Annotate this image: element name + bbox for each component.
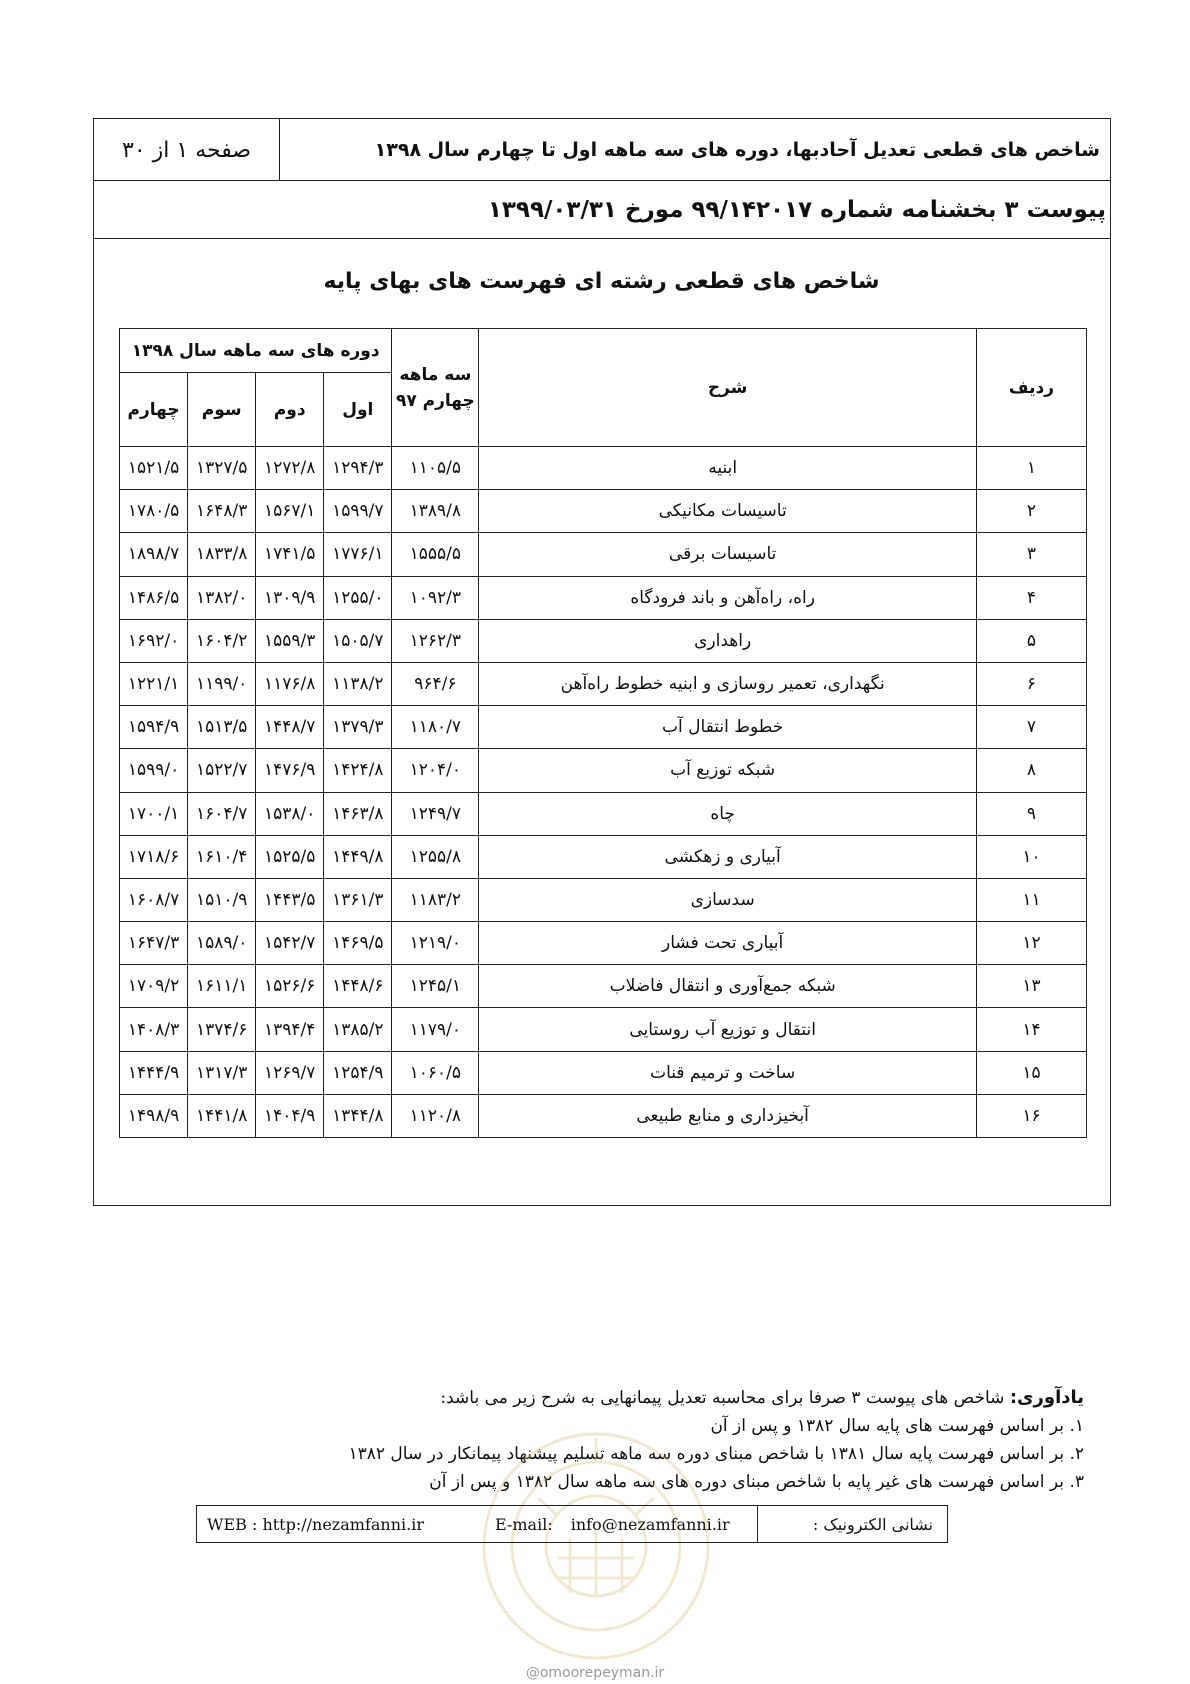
row-description: شبکه جمع‌آوری و انتقال فاضلاب bbox=[479, 965, 977, 1008]
row-base-value: ۱۱۷۹/۰ bbox=[392, 1008, 479, 1051]
row-q4-value: ۱۶۹۲/۰ bbox=[120, 619, 188, 662]
row-q1-value: ۱۴۶۹/۵ bbox=[324, 922, 392, 965]
row-q2-value: ۱۲۶۹/۷ bbox=[256, 1051, 324, 1094]
row-q1-value: ۱۲۵۴/۹ bbox=[324, 1051, 392, 1094]
row-number: ۷ bbox=[976, 706, 1086, 749]
row-description: چاه bbox=[479, 792, 977, 835]
row-base-value: ۱۲۴۵/۱ bbox=[392, 965, 479, 1008]
row-q1-value: ۱۵۰۵/۷ bbox=[324, 619, 392, 662]
row-q2-value: ۱۷۴۱/۵ bbox=[256, 533, 324, 576]
row-q1-value: ۱۴۴۹/۸ bbox=[324, 835, 392, 878]
table-row bbox=[120, 706, 1087, 749]
row-q3-value: ۱۵۱۰/۹ bbox=[188, 878, 256, 921]
row-base-value: ۱۰۹۲/۳ bbox=[392, 576, 479, 619]
row-description: آبخیزداری و منابع طبیعی bbox=[479, 1094, 977, 1137]
row-q2-value: ۱۱۷۶/۸ bbox=[256, 662, 324, 705]
row-number: ۶ bbox=[976, 662, 1086, 705]
header-radif: ردیف bbox=[976, 329, 1086, 447]
row-q3-value: ۱۵۲۲/۷ bbox=[188, 749, 256, 792]
row-base-value: ۱۲۵۵/۸ bbox=[392, 835, 479, 878]
row-q1-value: ۱۴۶۳/۸ bbox=[324, 792, 392, 835]
header-base-quarter bbox=[392, 329, 479, 447]
row-description: شبکه توزیع آب bbox=[479, 749, 977, 792]
seal-icon bbox=[478, 1428, 714, 1664]
header-q2: دوم bbox=[256, 373, 324, 447]
row-q1-value: ۱۳۷۹/۳ bbox=[324, 706, 392, 749]
row-q2-value: ۱۵۳۸/۰ bbox=[256, 792, 324, 835]
row-description: سدسازی bbox=[479, 878, 977, 921]
row-q2-value: ۱۳۹۴/۴ bbox=[256, 1008, 324, 1051]
row-number: ۹ bbox=[976, 792, 1086, 835]
header-sharh: شرح bbox=[479, 329, 977, 447]
row-base-value: ۱۵۵۵/۵ bbox=[392, 533, 479, 576]
table-row bbox=[120, 965, 1087, 1008]
table-row bbox=[120, 1051, 1087, 1094]
row-description: خطوط انتقال آب bbox=[479, 706, 977, 749]
row-q3-value: ۱۶۱۱/۱ bbox=[188, 965, 256, 1008]
annex-reference: پیوست ۳ بخشنامه شماره ۹۹/۱۴۲۰۱۷ مورخ ۱۳۹۹/۰۳/۳۱ bbox=[94, 181, 1110, 239]
table-row bbox=[120, 922, 1087, 965]
row-q4-value: ۱۵۲۱/۵ bbox=[120, 447, 188, 490]
row-q3-value: ۱۳۷۴/۶ bbox=[188, 1008, 256, 1051]
row-number: ۱۵ bbox=[976, 1051, 1086, 1094]
row-q2-value: ۱۵۵۹/۳ bbox=[256, 619, 324, 662]
row-q2-value: ۱۴۴۸/۷ bbox=[256, 706, 324, 749]
section-title: شاخص های قطعی رشته ای فهرست های بهای پایه bbox=[323, 269, 880, 294]
row-base-value: ۹۶۴/۶ bbox=[392, 662, 479, 705]
email-link[interactable]: info@nezamfanni.ir bbox=[570, 1515, 730, 1534]
row-q3-value: ۱۴۴۱/۸ bbox=[188, 1094, 256, 1137]
row-q4-value: ۱۴۸۶/۵ bbox=[120, 576, 188, 619]
row-q3-value: ۱۵۱۳/۵ bbox=[188, 706, 256, 749]
row-q2-value: ۱۵۲۶/۶ bbox=[256, 965, 324, 1008]
row-number: ۸ bbox=[976, 749, 1086, 792]
email-label: E-mail: bbox=[495, 1515, 553, 1534]
notes-intro-text: شاخص های پیوست ۳ صرفا برای محاسبه تعدیل پیمانهایی به شرح زیر می باشد: bbox=[440, 1388, 1010, 1408]
watermark-text: @omoorepeyman.ir bbox=[525, 1665, 665, 1681]
table-row bbox=[120, 447, 1087, 490]
note-item-1: ۱. بر اساس فهرست های پایه سال ۱۳۸۲ و پس از آن bbox=[710, 1416, 1084, 1436]
row-q1-value: ۱۳۸۵/۲ bbox=[324, 1008, 392, 1051]
row-q4-value: ۱۶۴۷/۳ bbox=[120, 922, 188, 965]
row-description: ساخت و ترمیم قنات bbox=[479, 1051, 977, 1094]
row-number: ۱۴ bbox=[976, 1008, 1086, 1051]
table-row bbox=[120, 835, 1087, 878]
row-q4-value: ۱۶۰۸/۷ bbox=[120, 878, 188, 921]
table-row bbox=[120, 576, 1087, 619]
row-base-value: ۱۱۸۰/۷ bbox=[392, 706, 479, 749]
row-q4-value: ۱۷۰۹/۲ bbox=[120, 965, 188, 1008]
row-number: ۱۲ bbox=[976, 922, 1086, 965]
row-q4-value: ۱۴۹۸/۹ bbox=[120, 1094, 188, 1137]
note-item-2: ۲. بر اساس فهرست پایه سال ۱۳۸۱ با شاخص مبنای دوره سه ماهه تسلیم پیشنهاد پیمانکار در سال ۱۳۸۲ bbox=[348, 1444, 1084, 1464]
table-row bbox=[120, 619, 1087, 662]
row-base-value: ۱۱۸۳/۲ bbox=[392, 878, 479, 921]
header-base-line1: سه ماهه bbox=[399, 364, 472, 385]
row-q1-value: ۱۲۵۵/۰ bbox=[324, 576, 392, 619]
row-q1-value: ۱۴۲۴/۸ bbox=[324, 749, 392, 792]
row-q4-value: ۱۴۰۸/۳ bbox=[120, 1008, 188, 1051]
email-line bbox=[477, 1515, 730, 1534]
row-description: تاسیسات برقی bbox=[479, 533, 977, 576]
row-q4-value: ۱۷۱۸/۶ bbox=[120, 835, 188, 878]
row-q3-value: ۱۳۱۷/۳ bbox=[188, 1051, 256, 1094]
table-row bbox=[120, 1008, 1087, 1051]
row-base-value: ۱۱۰۵/۵ bbox=[392, 447, 479, 490]
notes-intro bbox=[184, 1384, 1084, 1412]
row-q2-value: ۱۲۷۲/۸ bbox=[256, 447, 324, 490]
row-description: راه، راه‌آهن و باند فرودگاه bbox=[479, 576, 977, 619]
row-q4-value: ۱۴۴۴/۹ bbox=[120, 1051, 188, 1094]
table-row bbox=[120, 662, 1087, 705]
header-q1: اول bbox=[324, 373, 392, 447]
table-row bbox=[120, 749, 1087, 792]
row-description: ابنیه bbox=[479, 447, 977, 490]
row-base-value: ۱۲۰۴/۰ bbox=[392, 749, 479, 792]
row-q2-value: ۱۴۴۳/۵ bbox=[256, 878, 324, 921]
header-q4: چهارم bbox=[120, 373, 188, 447]
index-table bbox=[119, 328, 1087, 1138]
row-description: انتقال و توزیع آب روستایی bbox=[479, 1008, 977, 1051]
row-q3-value: ۱۶۰۴/۷ bbox=[188, 792, 256, 835]
row-description: نگهداری، تعمیر روسازی و ابنیه خطوط راه‌آهن bbox=[479, 662, 977, 705]
row-q3-value: ۱۶۱۰/۴ bbox=[188, 835, 256, 878]
row-description: تاسیسات مکانیکی bbox=[479, 490, 977, 533]
table-row bbox=[120, 1094, 1087, 1137]
title-row bbox=[94, 119, 1110, 181]
row-q2-value: ۱۵۶۷/۱ bbox=[256, 490, 324, 533]
row-q3-value: ۱۶۰۴/۲ bbox=[188, 619, 256, 662]
row-base-value: ۱۲۱۹/۰ bbox=[392, 922, 479, 965]
row-q3-value: ۱۸۳۳/۸ bbox=[188, 533, 256, 576]
row-q4-value: ۱۵۹۴/۹ bbox=[120, 706, 188, 749]
row-number: ۱ bbox=[976, 447, 1086, 490]
header-base-line2: چهارم ۹۷ bbox=[395, 390, 475, 411]
row-q3-value: ۱۵۸۹/۰ bbox=[188, 922, 256, 965]
row-number: ۱۱ bbox=[976, 878, 1086, 921]
table-row bbox=[120, 533, 1087, 576]
row-number: ۳ bbox=[976, 533, 1086, 576]
row-q3-value: ۱۱۹۹/۰ bbox=[188, 662, 256, 705]
row-q1-value: ۱۳۴۴/۸ bbox=[324, 1094, 392, 1137]
row-q1-value: ۱۳۶۱/۳ bbox=[324, 878, 392, 921]
row-q3-value: ۱۳۲۷/۵ bbox=[188, 447, 256, 490]
row-q4-value: ۱۵۹۹/۰ bbox=[120, 749, 188, 792]
row-q2-value: ۱۴۰۴/۹ bbox=[256, 1094, 324, 1137]
row-q1-value: ۱۱۳۸/۲ bbox=[324, 662, 392, 705]
row-q2-value: ۱۴۷۶/۹ bbox=[256, 749, 324, 792]
row-q4-value: ۱۷۰۰/۱ bbox=[120, 792, 188, 835]
table-row bbox=[120, 792, 1087, 835]
row-number: ۵ bbox=[976, 619, 1086, 662]
table-row bbox=[120, 878, 1087, 921]
note-item-3: ۳. بر اساس فهرست های غیر پایه با شاخص مبنای دوره های سه ماهه سال ۱۳۸۲ و پس از آن bbox=[429, 1472, 1084, 1492]
row-number: ۱۳ bbox=[976, 965, 1086, 1008]
row-number: ۲ bbox=[976, 490, 1086, 533]
row-q1-value: ۱۵۹۹/۷ bbox=[324, 490, 392, 533]
row-number: ۴ bbox=[976, 576, 1086, 619]
row-q4-value: ۱۸۹۸/۷ bbox=[120, 533, 188, 576]
row-q2-value: ۱۳۰۹/۹ bbox=[256, 576, 324, 619]
header-q3: سوم bbox=[188, 373, 256, 447]
row-q2-value: ۱۵۴۲/۷ bbox=[256, 922, 324, 965]
row-base-value: ۱۱۲۰/۸ bbox=[392, 1094, 479, 1137]
row-q1-value: ۱۷۷۶/۱ bbox=[324, 533, 392, 576]
row-description: آبیاری تحت فشار bbox=[479, 922, 977, 965]
row-description: راهداری bbox=[479, 619, 977, 662]
contact-label: نشانی الکترونیک : bbox=[757, 1506, 947, 1542]
row-q3-value: ۱۳۸۲/۰ bbox=[188, 576, 256, 619]
website-link[interactable]: WEB : http://nezamfanni.ir bbox=[207, 1515, 424, 1534]
document-title: شاخص های قطعی تعدیل آحادبها، دوره های سه ماهه اول تا چهارم سال ۱۳۹۸ bbox=[374, 139, 1100, 161]
row-q1-value: ۱۴۴۸/۶ bbox=[324, 965, 392, 1008]
row-base-value: ۱۲۶۲/۳ bbox=[392, 619, 479, 662]
contact-box bbox=[196, 1505, 948, 1543]
row-q4-value: ۱۷۸۰/۵ bbox=[120, 490, 188, 533]
header-quarter-group: دوره های سه ماهه سال ۱۳۹۸ bbox=[120, 329, 392, 373]
row-q1-value: ۱۲۹۴/۳ bbox=[324, 447, 392, 490]
row-base-value: ۱۲۴۹/۷ bbox=[392, 792, 479, 835]
row-number: ۱۰ bbox=[976, 835, 1086, 878]
page-number: صفحه ۱ از ۳۰ bbox=[94, 119, 280, 181]
row-q3-value: ۱۶۴۸/۳ bbox=[188, 490, 256, 533]
row-number: ۱۶ bbox=[976, 1094, 1086, 1137]
row-base-value: ۱۳۸۹/۸ bbox=[392, 490, 479, 533]
row-base-value: ۱۰۶۰/۵ bbox=[392, 1051, 479, 1094]
row-description: آبیاری و زهکشی bbox=[479, 835, 977, 878]
notes-lead: یادآوری: bbox=[1009, 1387, 1084, 1408]
row-q4-value: ۱۲۲۱/۱ bbox=[120, 662, 188, 705]
row-q2-value: ۱۵۲۵/۵ bbox=[256, 835, 324, 878]
table-row bbox=[120, 490, 1087, 533]
